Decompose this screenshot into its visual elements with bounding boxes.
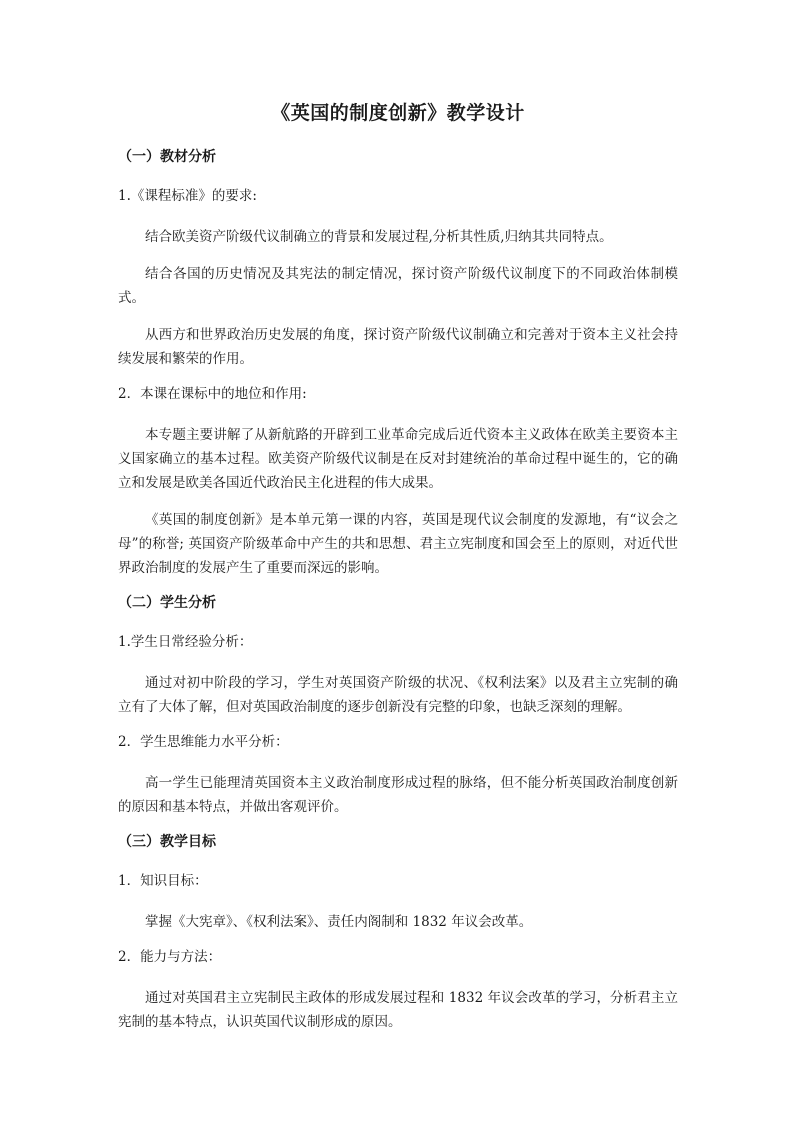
paragraph: 通过对英国君主立宪制民主政体的形成发展过程和 1832 年议会改革的学习，分析君主立宪制的基本特点，认识英国代议制形成的原因。 (118, 990, 678, 1030)
paragraph: 本专题主要讲解了从新航路的开辟到工业革命完成后近代资本主义政体在欧美主要资本主义国家确立的基本过程。欧美资产阶级代议制是在反对封建统治的革命过程中诞生的，它的确立和发展是欧美各国近代政治民主化进程的伟大成果。 (118, 427, 678, 491)
item-label: 1．知识目标： (118, 873, 208, 889)
paragraph: 《英国的制度创新》是本单元第一课的内容，英国是现代议会制度的发源地，有“议会之母”的称誉; 英国资产阶级革命中产生的共和思想、君主立宪制度和国会至上的原则，对近代世界政治制度的发展产生了重要而深远的影响。 (118, 512, 678, 576)
section-heading: （一）教材分析 (118, 149, 216, 165)
paragraph: 结合欧美资产阶级代议制确立的背景和发展过程,分析其性质,归纳其共同特点。 (145, 229, 613, 245)
item-label: 2．学生思维能力水平分析： (118, 734, 289, 750)
item-label: 1.学生日常经验分析： (118, 634, 253, 650)
document-title: 《英国的制度创新》教学设计 (271, 102, 525, 124)
section-student-analysis (118, 593, 678, 819)
paragraph: 掌握《大宪章》、《权利法案》、责任内阁制和 1832 年议会改革。 (145, 914, 533, 930)
section-teaching-goals (118, 832, 678, 1034)
section-heading: （三）教学目标 (118, 834, 216, 850)
section-heading: （二）学生分析 (118, 595, 216, 611)
paragraph: 结合各国的历史情况及其宪法的制定情况，探讨资产阶级代议制度下的不同政治体制模式。 (118, 266, 678, 306)
document-page (118, 98, 678, 1047)
paragraph: 从西方和世界政治历史发展的角度，探讨资产阶级代议制确立和完善对于资本主义社会持续发展和繁荣的作用。 (118, 327, 678, 367)
paragraph: 高一学生已能理清英国资本主义政治制度形成过程的脉络，但不能分析英国政治制度创新的原因和基本特点，并做出客观评价。 (118, 775, 678, 815)
item-label: 2．能力与方法： (118, 949, 222, 965)
paragraph: 通过对初中阶段的学习，学生对英国资产阶级的状况、《权利法案》以及君主立宪制的确立有了大体了解，但对英国政治制度的逐步创新没有完整的印象，也缺乏深刻的理解。 (118, 675, 678, 715)
section-textbook-analysis (118, 147, 678, 580)
item-label: 1.《课程标准》的要求: (118, 188, 257, 204)
item-label: 2．本课在课标中的地位和作用: (118, 386, 307, 402)
